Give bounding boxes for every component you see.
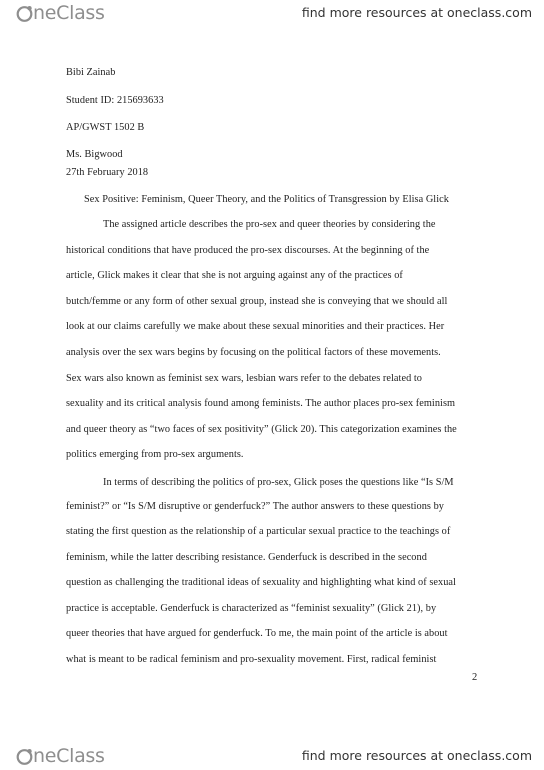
logo-text: neClass <box>33 2 105 24</box>
body-line: sexuality and its critical analysis found among feminists. The author places pro-sex feminism <box>66 398 456 409</box>
oneclass-logo[interactable] <box>16 2 105 24</box>
body-line: practice is acceptable. Genderfuck is characterized as “feminist sexuality” (Glick 21), by <box>66 603 437 614</box>
body-line: look at our claims carefully we make about these sexual minorities and their practices. Her <box>66 321 445 332</box>
student-name: Bibi Zainab <box>66 67 116 78</box>
oneclass-o-icon <box>16 748 33 765</box>
date: 27th February 2018 <box>66 167 149 178</box>
oneclass-o-icon <box>16 5 33 22</box>
find-more-resources-link[interactable]: find more resources at oneclass.com <box>301 5 532 20</box>
body-line: The assigned article describes the pro-sex and queer theories by considering the <box>103 219 436 230</box>
body-line: In terms of describing the politics of pro-sex, Glick poses the questions like “Is S/M <box>103 477 454 488</box>
document-title: Sex Positive: Feminism, Queer Theory, and the Politics of Transgression by Elisa Glick <box>84 194 449 205</box>
body-line: question as challenging the traditional ideas of sexuality and highlighting what kind of sexual <box>66 577 456 588</box>
body-line: butch/femme or any form of other sexual group, instead she is conveying that we should all <box>66 296 448 307</box>
student-id: Student ID: 215693633 <box>66 95 164 106</box>
body-line: article, Glick makes it clear that she is not arguing against any of the practices of <box>66 270 403 281</box>
logo-text: neClass <box>33 745 105 767</box>
find-more-resources-link[interactable]: find more resources at oneclass.com <box>301 748 532 763</box>
body-line: politics emerging from pro-sex arguments. <box>66 449 244 460</box>
oneclass-logo[interactable] <box>16 745 105 767</box>
page-number: 2 <box>472 672 478 683</box>
body-line: feminist?” or “Is S/M disruptive or genderfuck?” The author answers to these questions by <box>66 501 444 512</box>
body-line: stating the first question as the relationship of a particular sexual practice to the teachings of <box>66 526 451 537</box>
body-line: Sex wars also known as feminist sex wars, lesbian wars refer to the debates related to <box>66 373 423 384</box>
body-line: historical conditions that have produced the pro-sex discourses. At the beginning of the <box>66 245 430 256</box>
body-line: feminism, while the latter describing resistance. Genderfuck is described in the second <box>66 552 427 563</box>
course-code: AP/GWST 1502 B <box>66 122 145 133</box>
body-line: queer theories that have argued for genderfuck. To me, the main point of the article is about <box>66 628 448 639</box>
body-line: and queer theory as “two faces of sex positivity” (Glick 20). This categorization examines the <box>66 424 457 435</box>
instructor-name: Ms. Bigwood <box>66 149 123 160</box>
body-line: what is meant to be radical feminism and pro-sexuality movement. First, radical feminist <box>66 654 437 665</box>
bottom-bar <box>0 741 544 767</box>
top-bar <box>0 0 544 26</box>
body-line: analysis over the sex wars begins by focusing on the political factors of these movements. <box>66 347 441 358</box>
